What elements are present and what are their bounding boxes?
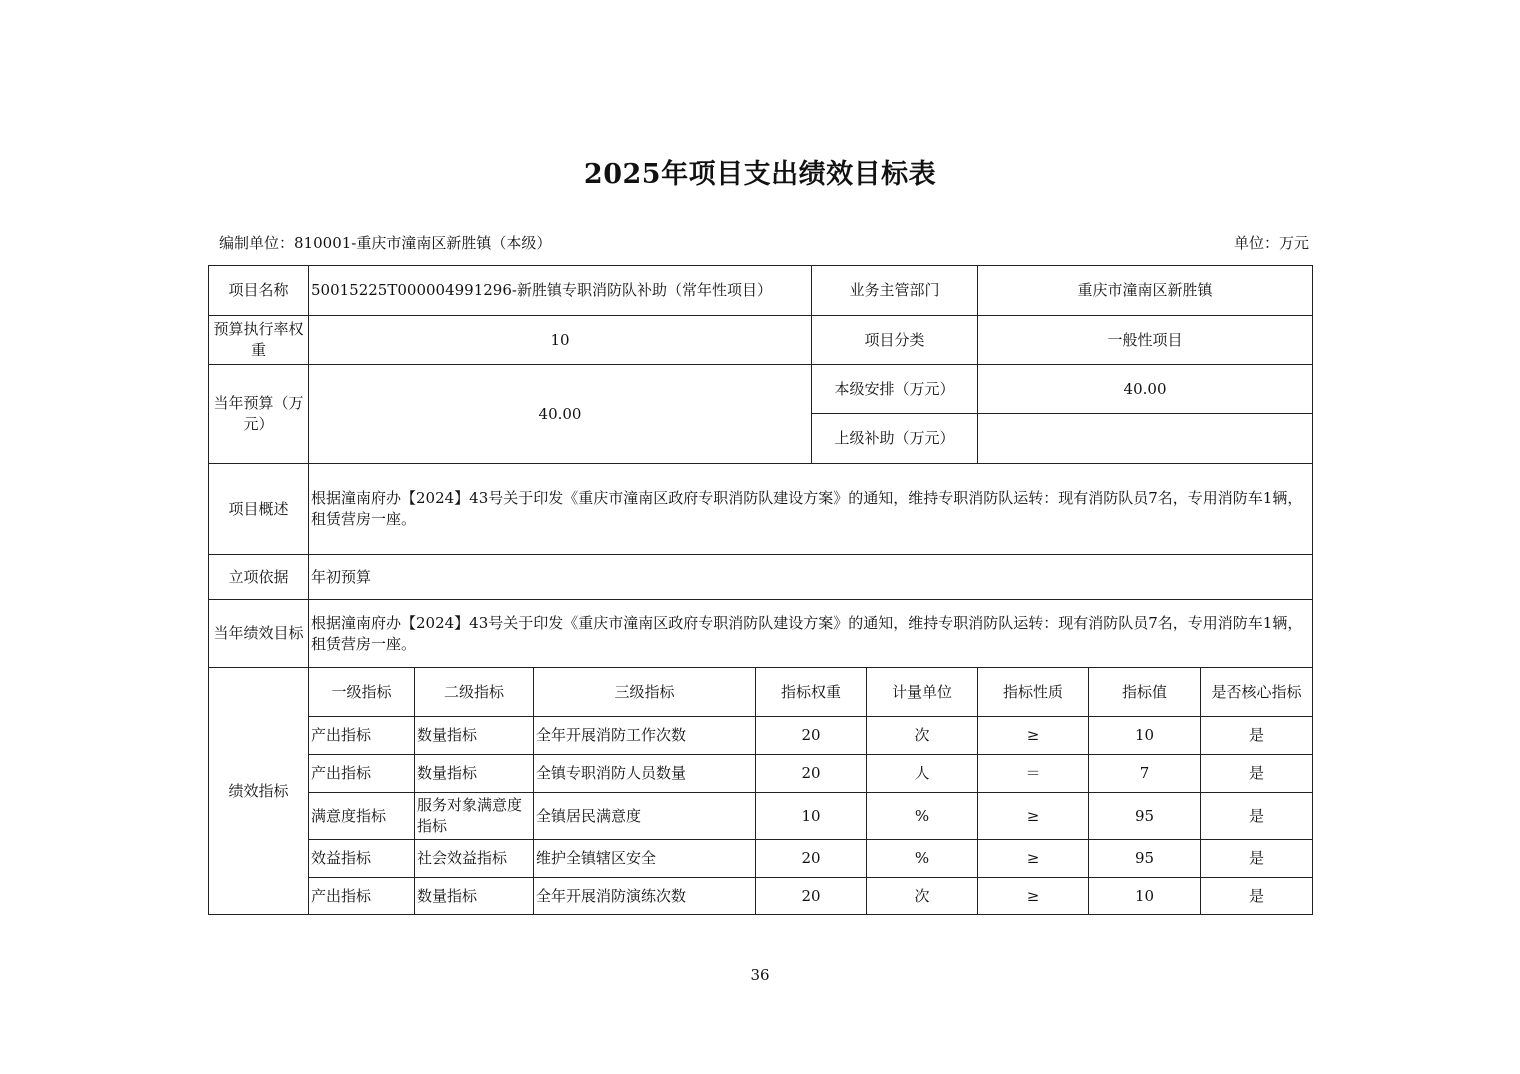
level2-cell: 数量指标: [415, 755, 534, 793]
value-cell: 10: [1089, 717, 1201, 755]
level1-cell: 产出指标: [309, 878, 415, 915]
table-row: [209, 878, 1313, 915]
unit-cell: 次: [867, 717, 978, 755]
unit-label: 单位：万元: [1233, 234, 1309, 252]
value-cell: 7: [1089, 755, 1201, 793]
level1-cell: 产出指标: [309, 717, 415, 755]
value-cell: 95: [1089, 793, 1201, 840]
nature-cell: ≥: [978, 878, 1089, 915]
budget-label: 当年预算（万元）: [209, 365, 309, 464]
core-cell: 是: [1201, 793, 1313, 840]
weight-cell: 10: [756, 793, 867, 840]
weight-cell: 20: [756, 840, 867, 878]
basis-label: 立项依据: [209, 555, 309, 600]
upper-subsidy-value: [978, 414, 1313, 464]
table-row: [209, 755, 1313, 793]
header-core: 是否核心指标: [1201, 668, 1313, 717]
nature-cell: ≥: [978, 717, 1089, 755]
level2-cell: 数量指标: [415, 878, 534, 915]
core-cell: 是: [1201, 840, 1313, 878]
level2-cell: 服务对象满意度指标: [415, 793, 534, 840]
indicators-section-label: 绩效指标: [209, 668, 309, 915]
unit-cell: 次: [867, 878, 978, 915]
level1-cell: 效益指标: [309, 840, 415, 878]
org-line: [219, 232, 551, 253]
header-value: 指标值: [1089, 668, 1201, 717]
table-row: [209, 717, 1313, 755]
goal-value: 根据潼南府办【2024】43号关于印发《重庆市潼南区政府专职消防队建设方案》的通知，维持专职消防队运转：现有消防队员7名，专用消防车1辆，租赁营房一座。: [309, 600, 1313, 668]
performance-table: [208, 265, 1313, 915]
weight-cell: 20: [756, 878, 867, 915]
header-level2: 二级指标: [415, 668, 534, 717]
project-name-value: 50015225T000004991296-新胜镇专职消防队补助（常年性项目）: [309, 266, 812, 316]
core-cell: 是: [1201, 755, 1313, 793]
level1-cell: 产出指标: [309, 755, 415, 793]
org-value: 810001-重庆市潼南区新胜镇（本级）: [294, 234, 552, 252]
header-nature: 指标性质: [978, 668, 1089, 717]
level3-cell: 全镇专职消防人员数量: [534, 755, 756, 793]
project-name-label: 项目名称: [209, 266, 309, 316]
category-value: 一般性项目: [978, 316, 1313, 365]
unit-cell: %: [867, 793, 978, 840]
nature-cell: ≥: [978, 793, 1089, 840]
level3-cell: 全年开展消防演练次数: [534, 878, 756, 915]
weight-label: 预算执行率权重: [209, 316, 309, 365]
table-row: [209, 793, 1313, 840]
budget-value: 40.00: [309, 365, 812, 464]
upper-subsidy-label: 上级补助（万元）: [812, 414, 978, 464]
level3-cell: 全年开展消防工作次数: [534, 717, 756, 755]
table-row: [209, 840, 1313, 878]
unit-cell: 人: [867, 755, 978, 793]
local-arrangement-value: 40.00: [978, 365, 1313, 414]
level3-cell: 维护全镇辖区安全: [534, 840, 756, 878]
weight-value: 10: [309, 316, 812, 365]
org-label: 编制单位：: [219, 234, 295, 252]
unit-cell: %: [867, 840, 978, 878]
header-level1: 一级指标: [309, 668, 415, 717]
core-cell: 是: [1201, 878, 1313, 915]
weight-cell: 20: [756, 755, 867, 793]
dept-value: 重庆市潼南区新胜镇: [978, 266, 1313, 316]
overview-label: 项目概述: [209, 464, 309, 555]
core-cell: 是: [1201, 717, 1313, 755]
dept-label: 业务主管部门: [812, 266, 978, 316]
category-label: 项目分类: [812, 316, 978, 365]
header-level3: 三级指标: [534, 668, 756, 717]
page-number: 36: [750, 966, 770, 984]
level2-cell: 社会效益指标: [415, 840, 534, 878]
header-unit: 计量单位: [867, 668, 978, 717]
basis-value: 年初预算: [309, 555, 1313, 600]
value-cell: 10: [1089, 878, 1201, 915]
nature-cell: ≥: [978, 840, 1089, 878]
level3-cell: 全镇居民满意度: [534, 793, 756, 840]
goal-label: 当年绩效目标: [209, 600, 309, 668]
level2-cell: 数量指标: [415, 717, 534, 755]
local-arrangement-label: 本级安排（万元）: [812, 365, 978, 414]
weight-cell: 20: [756, 717, 867, 755]
nature-cell: ＝: [978, 755, 1089, 793]
overview-value: 根据潼南府办【2024】43号关于印发《重庆市潼南区政府专职消防队建设方案》的通知，维持专职消防队运转：现有消防队员7名，专用消防车1辆，租赁营房一座。: [309, 464, 1313, 555]
header-weight: 指标权重: [756, 668, 867, 717]
level1-cell: 满意度指标: [309, 793, 415, 840]
page-title: 2025年项目支出绩效目标表: [583, 159, 937, 190]
value-cell: 95: [1089, 840, 1201, 878]
